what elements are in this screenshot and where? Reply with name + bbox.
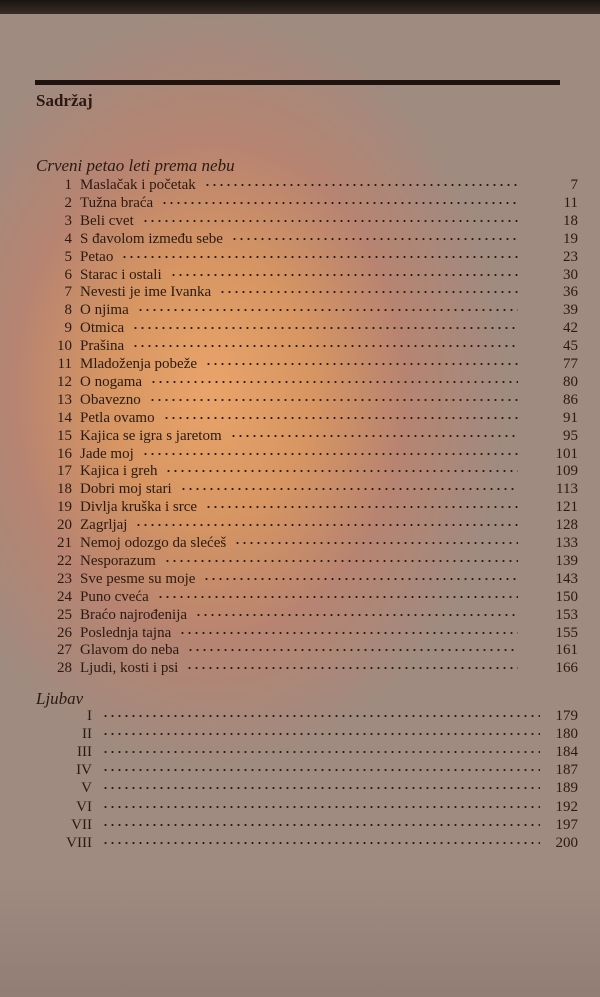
toc-dot-leader [164,560,518,562]
toc-entry [0,176,600,194]
toc-entry [0,391,600,409]
toc-entry-page: 109 [555,463,578,480]
toc-entry-title: Petao [80,248,114,265]
toc-dot-leader [102,715,540,717]
toc-entry-title: Nesporazum [80,552,156,569]
toc-entry [0,319,600,337]
toc-dot-leader [179,632,518,634]
toc-entry-page: 45 [563,338,578,355]
toc-entry-number: 28 [57,660,72,677]
toc-entry-number: 13 [57,391,72,408]
toc-entry-page: 39 [563,302,578,319]
section-title-ljubav: Ljubav [36,689,84,708]
toc-dot-leader [219,291,518,293]
toc-entry-number: 11 [57,356,72,372]
toc-entry-page: 150 [555,588,578,605]
toc-entry-page: 184 [555,744,578,761]
toc-entry-number: 4 [64,230,72,247]
toc-entry-number: 22 [57,552,72,569]
heading-rule [35,80,560,85]
toc-entry-number: 5 [64,248,72,265]
toc-entry [0,445,600,463]
toc-entry-number: 8 [64,302,72,319]
toc-entry-title: Dobri moj stari [80,481,172,498]
toc-entry-number: 1 [64,177,72,193]
toc-dot-leader [135,524,518,526]
toc-dot-leader [102,787,540,789]
toc-entry-number: 7 [64,284,72,301]
toc-entry-page: 7 [570,177,578,193]
toc-entry-page: 161 [555,642,578,659]
toc-entry-number: 27 [57,642,72,659]
toc-entry-title: Ljudi, kosti i psi [80,660,179,677]
toc-dot-leader [102,806,540,808]
toc-entry-page: 42 [563,320,578,337]
toc-entry-page: 18 [563,212,578,229]
toc-entry [0,761,600,779]
toc-entry-number: 15 [57,427,72,444]
toc-entry-page: 19 [563,230,578,247]
toc-entry-number: 18 [57,481,72,498]
toc-entry-page: 80 [563,373,578,390]
toc-dot-leader [121,256,518,258]
bottom-shade [0,877,600,997]
toc-entry [0,248,600,266]
toc-entry-number: VII [71,816,92,833]
toc-entry-number: 16 [57,445,72,462]
toc-entry-page: 166 [555,660,578,677]
toc-entry [0,624,600,642]
toc-entry [0,498,600,516]
toc-dot-leader [205,506,518,508]
toc-entry [0,588,600,606]
toc-entry-number: 26 [57,624,72,641]
toc-entry-page: 23 [563,248,578,265]
toc-entry-page: 187 [555,762,578,779]
toc-dot-leader [170,274,518,276]
toc-entry [0,798,600,816]
toc-dot-leader [231,238,518,240]
toc-entry-title: Starac i ostali [80,266,162,283]
toc-entry-page: 180 [555,726,578,743]
toc-entry-title: Maslačak i početak [80,177,196,193]
toc-entry [0,194,600,212]
toc-entry [0,570,600,588]
toc-dot-leader [102,842,540,844]
toc-entry-number: 20 [57,517,72,534]
toc-entry-number: 6 [64,266,72,283]
toc-dot-leader [150,381,518,383]
toc-entry-title: Otmica [80,320,125,337]
toc-entry-number: VIII [66,834,92,851]
toc-entry-number: 2 [64,194,72,211]
toc-entry [0,534,600,552]
toc-entry [0,427,600,445]
toc-entry [0,725,600,743]
toc-entry-title: Obavezno [80,391,141,408]
toc-dot-leader [142,220,518,222]
toc-dot-leader [187,649,518,651]
toc-entry-title: Sve pesme su moje [80,570,196,587]
toc-entry-title: S đavolom između sebe [80,230,223,247]
toc-entry-number: 19 [57,499,72,516]
toc-entry-title: Glavom do neba [80,642,180,659]
toc-entry-page: 197 [555,816,578,833]
toc-dot-leader [102,769,540,771]
toc-entry-title: Petla ovamo [80,409,155,426]
toc-entry-number: 23 [57,570,72,587]
toc-entry-title: Zagrljaj [80,517,128,534]
toc-entry-page: 77 [563,356,578,372]
toc-entry-page: 155 [555,624,578,641]
toc-entry-number: 12 [57,373,72,390]
toc-entry [0,409,600,427]
toc-entry-title: Kajica se igra s jaretom [80,427,222,444]
page-heading: Sadržaj [36,91,93,110]
toc-dot-leader [165,470,518,472]
toc-entry-page: 139 [555,552,578,569]
toc-dot-leader [163,417,518,419]
toc-entry-number: 14 [57,409,72,426]
toc-entry-number: 9 [64,320,72,337]
toc-entry [0,337,600,355]
toc-entry-page: 91 [563,409,578,426]
toc-entry-number: 17 [57,463,72,480]
toc-entry-page: 86 [563,391,578,408]
toc-entry [0,212,600,230]
toc-entry-number: 10 [57,338,72,355]
toc-entry-page: 11 [563,194,578,211]
toc-entry [0,230,600,248]
page-top-edge [0,0,600,14]
toc-entry-number: II [82,726,92,743]
toc-entry-page: 143 [555,570,578,587]
toc-entry-page: 128 [555,517,578,534]
toc-entry-title: Nevesti je ime Ivanka [80,284,212,301]
toc-entry [0,606,600,624]
toc-entry-page: 153 [555,606,578,623]
toc-entry [0,516,600,534]
toc-dot-leader [234,542,518,544]
toc-entry-number: 3 [64,212,72,229]
toc-dot-leader [186,667,518,669]
toc-entry [0,552,600,570]
toc-dot-leader [132,345,518,347]
toc-entry [0,743,600,761]
toc-entry [0,462,600,480]
toc-entry-page: 192 [555,798,578,815]
section-title-crveni-petao: Crveni petao leti prema nebu [36,156,235,175]
toc-dot-leader [204,184,518,186]
toc-entry-title: Prašina [80,338,125,355]
toc-dot-leader [161,202,518,204]
toc-entry-number: 24 [57,588,72,605]
toc-entry-page: 101 [555,445,578,462]
toc-entry-title: Kajica i greh [80,463,158,480]
toc-entry-page: 179 [555,708,578,724]
toc-entry-number: IV [76,762,92,779]
toc-dot-leader [137,309,518,311]
toc-dot-leader [180,488,518,490]
toc-entry [0,301,600,319]
toc-dot-leader [142,453,518,455]
toc-entry [0,641,600,659]
toc-entry [0,834,600,852]
toc-entry-number: III [77,744,92,761]
toc-entry [0,480,600,498]
toc-dot-leader [195,614,518,616]
toc-entry [0,283,600,301]
toc-dot-leader [205,363,518,365]
toc-entry-title: Beli cvet [80,212,134,229]
toc-entry [0,373,600,391]
toc-entry [0,266,600,284]
toc-entry-page: 121 [555,499,578,516]
toc-dot-leader [230,435,518,437]
toc-entry-number: 21 [57,535,72,551]
toc-dot-leader [102,733,540,735]
toc-entry-title: Jade moj [80,445,134,462]
toc-dot-leader [132,327,518,329]
toc-entry [0,355,600,373]
toc-entry-title: O nogama [80,373,143,390]
toc-entry-number: 25 [57,606,72,623]
toc-entry-title: Mladoženja pobeže [80,356,198,372]
toc-entry-page: 200 [555,834,578,851]
toc-entry-page: 189 [555,780,578,797]
toc-entry [0,779,600,797]
toc-entry-page: 95 [563,427,578,444]
toc-entry-title: Puno cveća [80,588,149,605]
toc-dot-leader [203,578,518,580]
toc-entry-title: O njima [80,302,129,319]
toc-entry-title: Tužna braća [80,194,154,211]
toc-entry [0,707,600,725]
toc-entry-page: 30 [563,266,578,283]
toc-entry-title: Poslednja tajna [80,624,172,641]
toc-entry [0,659,600,677]
toc-entry-title: Nemoj odozgo da slećeš [80,535,227,551]
toc-dot-leader [157,596,518,598]
toc-dot-leader [149,399,518,401]
toc-entry-number: V [81,780,92,797]
toc-dot-leader [102,751,540,753]
toc-entry-title: Braćo najrođenija [80,606,188,623]
toc-dot-leader [102,824,540,826]
toc-entry-page: 36 [563,284,578,301]
toc-entry-number: I [87,708,92,724]
toc-entry-page: 113 [556,481,578,498]
toc-entry-page: 133 [555,535,578,551]
toc-entry-title: Divlja kruška i srce [80,499,198,516]
toc-entry [0,816,600,834]
toc-entry-number: VI [76,798,92,815]
